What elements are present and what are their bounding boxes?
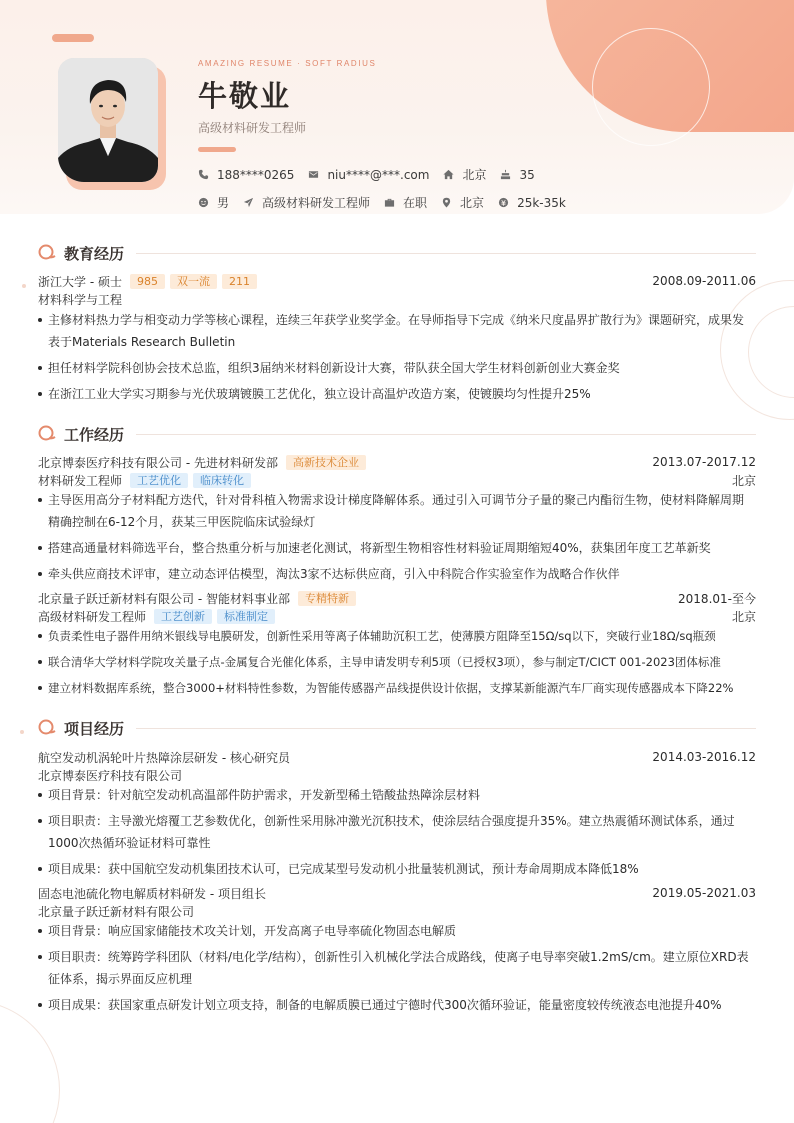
candidate-name: 牛敬业 [198, 79, 292, 113]
list-item: 项目背景：响应国家储能技术攻关计划，开发高离子电导率硫化物固态电解质 [38, 920, 756, 942]
header-eyebrow: AMAZING RESUME · SOFT RADIUS [198, 59, 377, 68]
job-date: 2018.01-至今 [678, 591, 756, 606]
company-tag: 专精特新 [298, 591, 356, 606]
project-name: 固态电池硫化物电解质材料研发 - 项目组长 [38, 886, 266, 901]
mail-icon [308, 169, 319, 180]
section-divider [136, 434, 756, 435]
education-date: 2008.09-2011.06 [652, 274, 756, 288]
project-org: 北京量子跃迁新材料有限公司 [38, 904, 195, 919]
info-gender: 男 [198, 194, 229, 211]
job-header [38, 453, 756, 471]
project-date: 2019.05-2021.03 [652, 886, 756, 900]
company-name: 北京博泰医疗科技有限公司 - 先进材料研发部 [38, 455, 278, 470]
list-item: 主修材料热力学与相变动力学等核心课程，连续三年获学业奖学金。在导师指导下完成《纳米尺度晶界扩散行为》课题研究，成果发 表于Materials Research Bulletin [38, 309, 756, 353]
avatar-portrait-icon [58, 58, 158, 182]
job-city: 北京 [731, 609, 756, 624]
decorative-dot [20, 730, 24, 734]
project-name: 航空发动机涡轮叶片热障涂层研发 - 核心研究员 [38, 750, 290, 765]
info-hometown: 北京 [443, 166, 486, 183]
section-title: 教育经历 [64, 244, 125, 263]
info-target-position: 高级材料研发工程师 [243, 194, 370, 211]
candidate-title: 高级材料研发工程师 [198, 121, 307, 135]
section-divider [136, 728, 756, 729]
resume-header [0, 0, 794, 214]
major: 材料科学与工程 [38, 292, 123, 307]
info-phone: 188****0265 [198, 168, 294, 182]
list-item: 项目成果：获中国航空发动机集团技术认可，已完成某型号发动机小批量装机测试，预计寿命周期成本降低18% [38, 858, 756, 880]
list-item: 牵头供应商技术评审，建立动态评估模型，淘汰3家不达标供应商，引入中科院合作实验室作为战略合作伙伴 [38, 563, 756, 585]
job-header [38, 589, 756, 607]
title-underline [198, 147, 236, 152]
job-role: 高级材料研发工程师 [38, 609, 147, 624]
info-city: 北京 [441, 194, 484, 211]
role-tag: 标准制定 [217, 609, 275, 624]
project-header [38, 748, 756, 766]
profile-photo [58, 58, 158, 182]
company-tag: 高新技术企业 [286, 455, 366, 470]
company-name: 北京量子跃迁新材料有限公司 - 智能材料事业部 [38, 591, 290, 606]
phone-icon [198, 169, 209, 180]
list-item: 项目成果：获国家重点研发计划立项支持，制备的电解质膜已通过宁德时代300次循环验证，能量密度较传统液态电池提升40% [38, 994, 756, 1016]
list-item: 主导医用高分子材料配方迭代，针对骨科植入物需求设计梯度降解体系。通过引入可调节分子量的聚己内酯衍生物，使材料降解周期 精确控制在6-12个月，获某三甲医院临床试验绿灯 [38, 489, 756, 533]
list-item: 项目职责：主导激光熔覆工艺参数优化，创新性采用脉冲激光沉积技术，使涂层结合强度提升35%。建立热震循环测试体系，通过 1000次热循环验证材料可靠性 [38, 810, 756, 854]
list-item: 项目背景：针对航空发动机高温部件防护需求，开发新型稀土锆酸盐热障涂层材料 [38, 784, 756, 806]
education-major-line [38, 290, 756, 308]
job-role-line [38, 607, 756, 625]
home-icon [443, 169, 454, 180]
briefcase-icon [384, 197, 395, 208]
list-item: 项目职责：统筹跨学科团队（材料/电化学/结构），创新性引入机械化学法合成路线，使离子电导率突破1.2mS/cm。建立原位XRD表 征体系，揭示界面反应机理 [38, 946, 756, 990]
profile-row [198, 194, 580, 211]
school-tag: 双一流 [170, 274, 217, 289]
section-title: 工作经历 [64, 425, 125, 444]
section-title: 项目经历 [64, 719, 125, 738]
send-icon [243, 197, 254, 208]
info-age: 35 [500, 168, 534, 182]
role-tag: 工艺优化 [130, 473, 188, 488]
cake-icon [500, 169, 511, 180]
list-item: 在浙江工业大学实习期参与光伏玻璃镀膜工艺优化，独立设计高温炉改造方案，使镀膜均匀性提升25% [38, 383, 756, 405]
info-status: 在职 [384, 194, 427, 211]
contact-row [198, 166, 549, 183]
education-entry-header [38, 272, 756, 290]
job-date: 2013.07-2017.12 [652, 455, 756, 469]
project-header [38, 884, 756, 902]
list-item: 建立材料数据库系统，整合3000+材料特性参数，为智能传感器产品线提供设计依据，支撑某新能源汽车厂商实现传感器成本下降22% [38, 677, 756, 699]
role-tag: 工艺创新 [154, 609, 212, 624]
list-item: 担任材料学院科创协会技术总监，组织3届纳米材料创新设计大赛，带队获全国大学生材料创新创业大赛金奖 [38, 357, 756, 379]
decorative-ring [592, 28, 710, 146]
project-org: 北京博泰医疗科技有限公司 [38, 768, 183, 783]
section-projects-header [38, 717, 756, 739]
section-icon [38, 425, 56, 443]
list-item: 负责柔性电子器件用纳米银线导电膜研发，创新性采用等离子体辅助沉积工艺，使薄膜方阻降至15Ω/sq以下，突破行业18Ω/sq瓶颈 [38, 625, 756, 647]
project-date: 2014.03-2016.12 [652, 750, 756, 764]
section-icon [38, 719, 56, 737]
role-tag: 临床转化 [193, 473, 251, 488]
location-pin-icon [441, 197, 452, 208]
school-tag: 211 [222, 274, 257, 289]
project-org-line [38, 902, 756, 920]
list-item: 联合清华大学材料学院攻关量子点-金属复合光催化体系，主导申请发明专利5项（已授权3项），参与制定T/CICT 001-2023团体标准 [38, 651, 756, 673]
info-email: niu****@***.com [308, 168, 429, 182]
project-org-line [38, 766, 756, 784]
school-name: 浙江大学 - 硕士 [38, 274, 122, 289]
decorative-circle [0, 1000, 60, 1123]
salary-icon [498, 197, 509, 208]
list-item: 搭建高通量材料筛选平台，整合热重分析与加速老化测试，将新型生物相容性材料验证周期缩短40%，获集团年度工艺革新奖 [38, 537, 756, 559]
section-divider [136, 253, 756, 254]
job-role-line [38, 471, 756, 489]
school-tag: 985 [130, 274, 165, 289]
info-salary: 25k-35k [498, 196, 566, 210]
job-role: 材料研发工程师 [38, 473, 123, 488]
gender-icon [198, 197, 209, 208]
decorative-bar [52, 34, 94, 42]
job-city: 北京 [731, 473, 756, 488]
section-icon [38, 244, 56, 262]
section-work-header [38, 423, 756, 445]
decorative-dot [22, 284, 26, 288]
section-education-header [38, 242, 756, 264]
